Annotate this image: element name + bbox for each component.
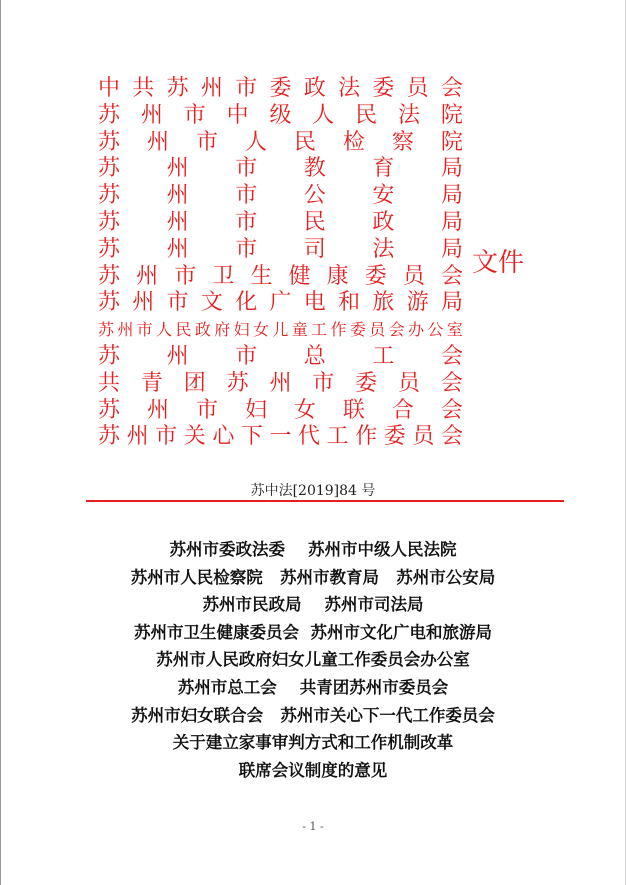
issuer-line: 苏 州 市 公 安 局 — [98, 183, 463, 209]
issuer-line: 苏 州 市 司 法 局 — [98, 236, 463, 262]
issuer-line: 苏 州 市 人 民 检 察 院 — [98, 129, 463, 155]
issuer-line: 苏 州 市 妇 女 联 合 会 — [98, 397, 463, 423]
issuer-line: 苏 州 市 人 民 政 府 妇 女 儿 童 工 作 委 员 会 办 公 室 — [98, 320, 463, 340]
page-number: - 1 - — [302, 820, 324, 833]
issuer-line: 苏 州 市 民 政 局 — [98, 209, 463, 235]
document-title — [0, 536, 626, 784]
title-line: 苏州市民政局 苏州市司法局 — [202, 595, 424, 615]
title-line: 苏州市人民检察院 苏州市教育局 苏州市公安局 — [130, 567, 496, 587]
issuer-line: 苏 州 市 关 心 下 一 代 工 作 委 员 会 — [98, 424, 463, 450]
document-word: 文件 — [472, 248, 525, 278]
issuer-line: 中 共 苏 州 市 委 政 法 委 员 会 — [98, 76, 463, 101]
title-line: 关于建立家事审判方式和工作机制改革 — [172, 733, 454, 753]
issuer-line: 苏 州 市 教 育 局 — [98, 156, 463, 182]
title-line: 苏州市总工会 共青团苏州市委员会 — [177, 677, 449, 697]
issuer-line: 苏 州 市 中 级 人 民 法 院 — [98, 102, 463, 128]
title-line: 苏州市妇女联合会 苏州市关心下一代工作委员会 — [131, 705, 495, 725]
issuer-line: 苏 州 市 总 工 会 — [98, 343, 463, 369]
title-line: 苏州市卫生健康委员会 苏州市文化广电和旅游局 — [134, 622, 492, 642]
issuer-line: 苏 州 市 文 化 广 电 和 旅 游 局 — [98, 290, 463, 316]
title-line: 苏州市人民政府妇女儿童工作委员会办公室 — [156, 650, 470, 670]
title-line: 联席会议制度的意见 — [238, 760, 388, 780]
issuer-line: 共 青 团 苏 州 市 委 员 会 — [98, 370, 463, 396]
document-number: 苏中法[2019]84 号 — [250, 483, 376, 499]
title-line: 苏州市委政法委 苏州市中级人民法院 — [169, 540, 457, 559]
issuer-list — [98, 76, 463, 451]
red-divider-line — [86, 500, 564, 502]
issuer-line: 苏 州 市 卫 生 健 康 委 员 会 — [98, 263, 463, 289]
